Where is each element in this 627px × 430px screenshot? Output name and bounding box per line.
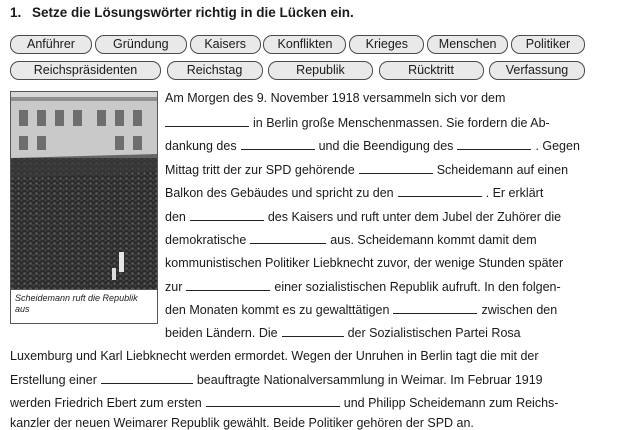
- word-chip[interactable]: Republik: [268, 61, 373, 80]
- answer-blank[interactable]: [206, 395, 340, 407]
- text-line: beiden Ländern. Die der Sozialistischen Partei Rosa: [165, 326, 521, 340]
- crowd-photo-image: [11, 92, 157, 289]
- text-line: kommunistischen Politiker Liebknecht zuvor, der wenige Stunden später: [165, 256, 564, 270]
- word-chip[interactable]: Anführer: [10, 35, 92, 54]
- text-line: Mittag tritt der zur SPD gehörende Scheidemann auf einen: [165, 163, 569, 177]
- text-line: dankung des und die Beendigung des . Gegen: [165, 139, 580, 153]
- word-chip[interactable]: Gründung: [95, 35, 187, 54]
- text-line: werden Friedrich Ebert zum ersten und Philipp Scheidemann zum Reichs-: [10, 396, 559, 410]
- word-chip[interactable]: Rücktritt: [379, 61, 484, 80]
- task-instruction: [10, 5, 354, 20]
- word-chip[interactable]: Verfassung: [489, 61, 585, 80]
- text-line: den Monaten kommt es zu gewalttätigen zwischen den: [165, 303, 558, 317]
- text-line: Am Morgen des 9. November 1918 versammeln sich vor dem: [165, 91, 506, 105]
- text-line: zur einer sozialistischen Republik aufruft. In den folgen-: [165, 280, 561, 294]
- word-chip[interactable]: Menschen: [427, 35, 508, 54]
- word-chip[interactable]: Konflikten: [263, 35, 346, 54]
- answer-blank[interactable]: [282, 325, 344, 337]
- word-bank-row-2: [10, 61, 585, 80]
- answer-blank[interactable]: [101, 372, 193, 384]
- answer-blank[interactable]: [457, 138, 531, 150]
- answer-blank[interactable]: [186, 279, 270, 291]
- word-chip[interactable]: Kaisers: [190, 35, 261, 54]
- answer-blank[interactable]: [165, 115, 249, 127]
- task-number: 1.: [10, 5, 22, 20]
- word-chip[interactable]: Reichspräsidenten: [10, 61, 161, 80]
- text-line: Luxemburg und Karl Liebknecht werden ermordet. Wegen der Unruhen in Berlin tagt die mit der: [10, 349, 539, 363]
- word-chip[interactable]: Politiker: [511, 35, 585, 54]
- word-chip[interactable]: Krieges: [349, 35, 424, 54]
- task-text: Setze die Lösungswörter richtig in die Lücken ein.: [32, 5, 354, 20]
- photo-caption: Scheidemann ruft die Republik aus: [11, 289, 157, 323]
- text-line: in Berlin große Menschenmassen. Sie fordern die Ab-: [165, 115, 550, 130]
- answer-blank[interactable]: [241, 138, 315, 150]
- word-bank-row-1: [10, 35, 585, 54]
- historical-photo: [10, 91, 158, 324]
- text-line: Balkon des Gebäudes und spricht zu den . Er erklärt: [165, 186, 544, 200]
- word-chip[interactable]: Reichstag: [167, 61, 263, 80]
- text-line: den des Kaisers und ruft unter dem Jubel der Zuhörer die: [165, 210, 562, 224]
- text-line: kanzler der neuen Weimarer Republik gewählt. Beide Politiker gehören der SPD an.: [10, 416, 474, 430]
- answer-blank[interactable]: [359, 162, 433, 174]
- answer-blank[interactable]: [393, 302, 477, 314]
- answer-blank[interactable]: [250, 232, 326, 244]
- text-line: demokratische aus. Scheidemann kommt damit dem: [165, 233, 537, 247]
- text-line: Erstellung einer beauftragte Nationalversammlung in Weimar. Im Februar 1919: [10, 373, 543, 387]
- answer-blank[interactable]: [398, 185, 482, 197]
- answer-blank[interactable]: [190, 209, 264, 221]
